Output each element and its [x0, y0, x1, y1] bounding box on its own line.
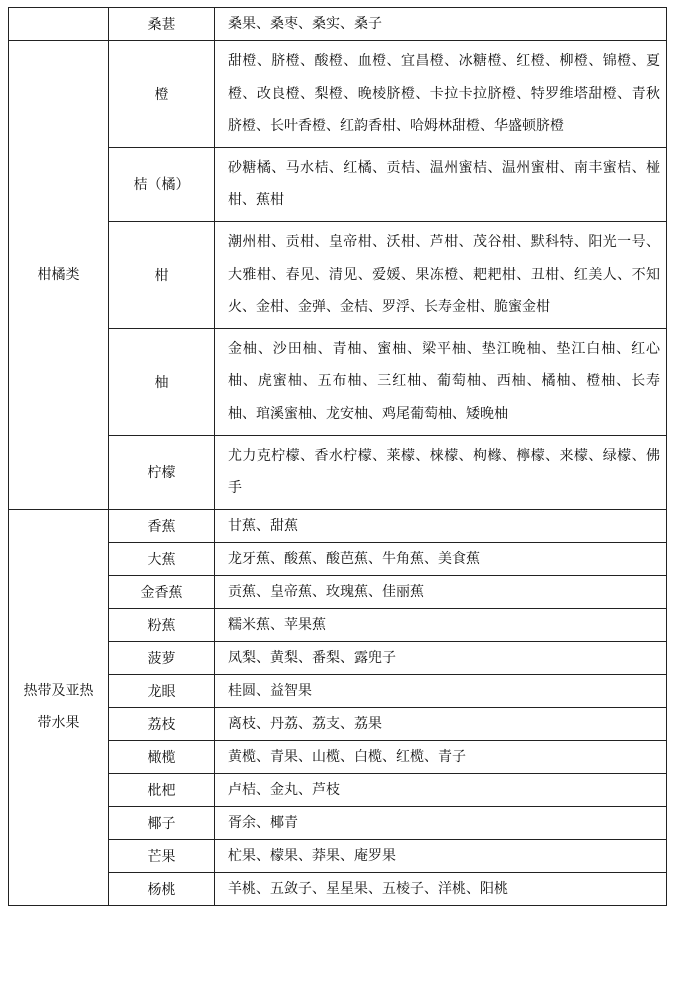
fruit-name-cell: 桔（橘） [109, 147, 215, 221]
fruit-name-cell: 龙眼 [109, 674, 215, 707]
fruit-name-cell: 柚 [109, 328, 215, 435]
alias-cell: 胥余、椰青 [215, 806, 667, 839]
alias-cell: 杧果、檬果、莽果、庵罗果 [215, 839, 667, 872]
alias-cell: 凤梨、黄梨、番梨、露兜子 [215, 641, 667, 674]
table-row [9, 41, 667, 148]
table-row [9, 8, 667, 41]
alias-cell: 砂糖橘、马水桔、红橘、贡桔、温州蜜桔、温州蜜柑、南丰蜜桔、椪柑、蕉柑 [215, 147, 667, 221]
fruit-name-cell: 桑葚 [109, 8, 215, 41]
fruit-name-cell: 柑 [109, 221, 215, 328]
fruit-name-cell: 枇杷 [109, 773, 215, 806]
fruit-name-cell: 橙 [109, 41, 215, 148]
category-label: 热带及亚热带水果 [23, 683, 94, 732]
category-cell [9, 41, 109, 510]
category-label: 柑橘类 [37, 266, 80, 283]
fruit-alias-table [8, 7, 667, 906]
table-row [9, 509, 667, 542]
alias-cell: 潮州柑、贡柑、皇帝柑、沃柑、芦柑、茂谷柑、默科特、阳光一号、大雅柑、春见、清见、爱媛、果冻橙、耙耙柑、丑柑、红美人、不知火、金柑、金弹、金桔、罗浮、长寿金柑、脆蜜金柑 [215, 221, 667, 328]
category-cell [9, 509, 109, 905]
alias-cell: 甘蕉、甜蕉 [215, 509, 667, 542]
fruit-name-cell: 芒果 [109, 839, 215, 872]
fruit-name-cell: 香蕉 [109, 509, 215, 542]
alias-cell: 甜橙、脐橙、酸橙、血橙、宜昌橙、冰糖橙、红橙、柳橙、锦橙、夏橙、改良橙、梨橙、晚棱脐橙、卡拉卡拉脐橙、特罗维塔甜橙、青秋脐橙、长叶香橙、红韵香柑、哈姆林甜橙、华盛顿脐橙 [215, 41, 667, 148]
alias-cell: 卢桔、金丸、芦枝 [215, 773, 667, 806]
fruit-name-cell: 金香蕉 [109, 575, 215, 608]
fruit-name-cell: 橄榄 [109, 740, 215, 773]
fruit-name-cell: 大蕉 [109, 542, 215, 575]
alias-cell: 桂圆、益智果 [215, 674, 667, 707]
alias-cell: 龙牙蕉、酸蕉、酸芭蕉、牛角蕉、美食蕉 [215, 542, 667, 575]
alias-cell: 羊桃、五敛子、星星果、五棱子、洋桃、阳桃 [215, 872, 667, 905]
category-cell [9, 8, 109, 41]
alias-cell: 桑果、桑枣、桑实、桑子 [215, 8, 667, 41]
alias-cell: 黄榄、青果、山榄、白榄、红榄、青子 [215, 740, 667, 773]
alias-cell: 金柚、沙田柚、青柚、蜜柚、梁平柚、垫江晚柚、垫江白柚、红心柚、虎蜜柚、五布柚、三红柚、葡萄柚、西柚、橘柚、橙柚、长寿柚、琯溪蜜柚、龙安柚、鸡尾葡萄柚、矮晚柚 [215, 328, 667, 435]
fruit-name-cell: 椰子 [109, 806, 215, 839]
fruit-name-cell: 粉蕉 [109, 608, 215, 641]
alias-cell: 贡蕉、皇帝蕉、玫瑰蕉、佳丽蕉 [215, 575, 667, 608]
fruit-name-cell: 柠檬 [109, 435, 215, 509]
fruit-name-cell: 杨桃 [109, 872, 215, 905]
alias-cell: 离枝、丹荔、荔支、荔果 [215, 707, 667, 740]
alias-cell: 糯米蕉、苹果蕉 [215, 608, 667, 641]
fruit-name-cell: 菠萝 [109, 641, 215, 674]
alias-cell: 尤力克柠檬、香水柠檬、莱檬、梾檬、枸橼、檸檬、来檬、绿檬、佛手 [215, 435, 667, 509]
fruit-name-cell: 荔枝 [109, 707, 215, 740]
